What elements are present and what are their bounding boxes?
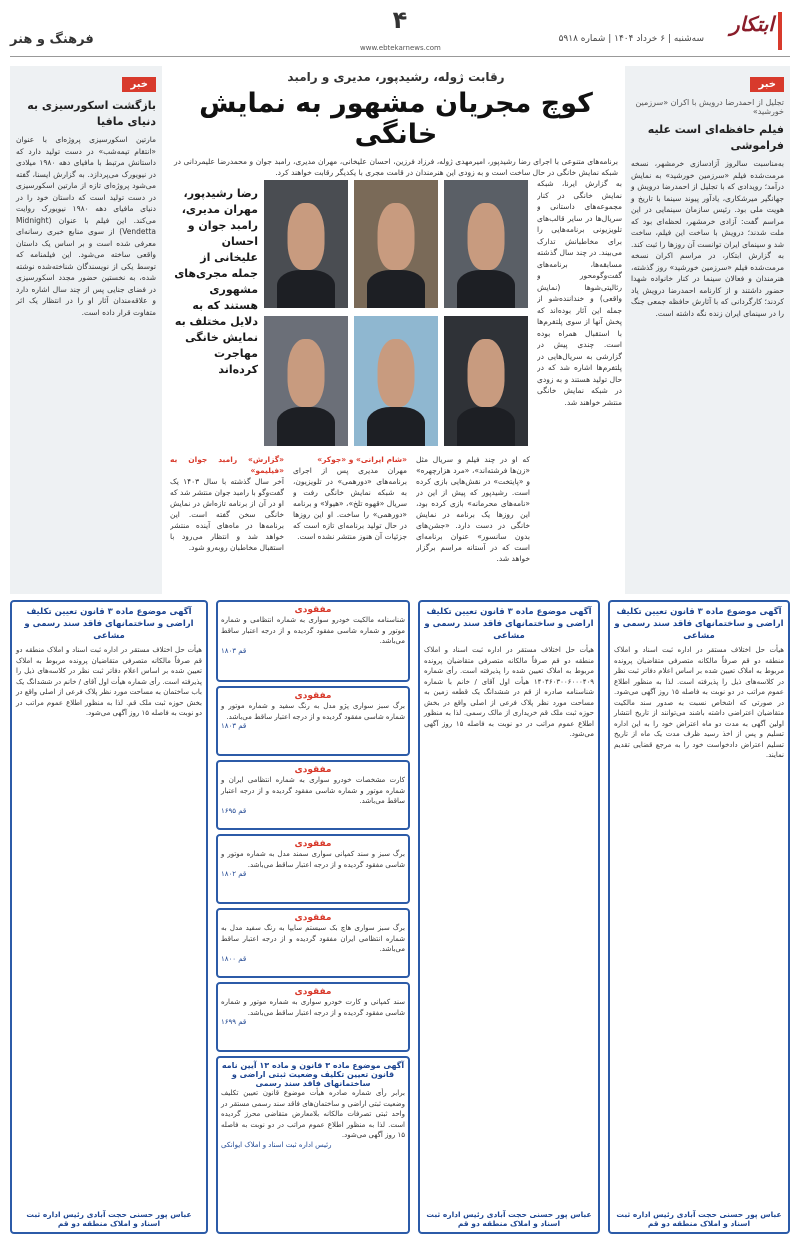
notice-number: قم ۱۶۹۵	[221, 806, 247, 815]
lower-column-2	[293, 454, 407, 594]
left-body: مارتین اسکورسیزی پروژه‌ای با عنوان «انتقام تیمه‌شب» در دست تولید دارد که داستانش مرتبط با مافیای دهه ۱۹۸۰ میلادی در نیویورک می‌پردازد. به گزارش ایسنا، گفته می‌شود پروژه‌ای تازه از مارتین اسکورسیزی در دست تولید است که داستان خود را در دنیای مافیای دهه ۱۹۸۰ نیویورک روایت می‌کند. این فیلم با عنوان (Midnight Vendetta) از سوی منابع خبری رسانه‌ای معرفی شده است و بر اساس یک داستان واقعی ساخته می‌شود. این فیلمنامه که توسط یکی از نویسندگان شناخته‌شده نوشته شده، به نخستین حضور مجدد اسکورسیزی در فضای جنایی پس از چند سال اشاره دارد و علاقه‌مندان آثار او را در انتظار یک اثر متفاوت قرار داده است.	[16, 135, 156, 317]
issue-info: سه‌شنبه | ۶ خرداد ۱۴۰۴ | شماره ۵۹۱۸	[558, 34, 704, 44]
legal-ad-2	[418, 600, 600, 1234]
notice-body: کارت مشخصات خودرو سواری به شماره انتظامی ایران و شماره موتور و شماره شاسی مفقود گردیده و از درجه اعتبار ساقط می‌باشد.	[221, 776, 405, 805]
notice-title: مفقودی	[294, 605, 332, 615]
lost-notice-3	[216, 760, 410, 830]
article-column-text: به گزارش ایرنا، شبکه نمایش خانگی در کنار مجموعه‌های داستانی و سریال‌ها در سایر قالب‌های تلویزیونی برنامه‌هایی را برای مخاطبانش تدارک می‌بیند. در چند سال گذشته مسابقه‌ها، برنامه‌های گفت‌وگومحور و رئالیتی‌شوها (نمایش واقعی) و خنداننده‌شو از جمله این آثار بوده‌اند که پخش آنها از سوی پلتفرم‌ها با استقبال همراه بوده است. چندی پیش در گزارشی به سریال‌هایی در پلتفرم‌ها اشاره شد که در حال تولید هستند و به زودی در شبکه نمایش خانگی منتشر خواهند شد.	[537, 179, 622, 407]
notice-body: برگ سبز سواری پژو مدل به رنگ سفید و شماره موتور و شماره شاسی مفقود گردیده و از درجه اعتبار ساقط می‌باشد.	[221, 702, 405, 721]
caption-text: رضا رشیدپور، مهران مدیری، رامبد جوان و احسان علیخانی از جمله مجری‌های مشهوری هستند که به دلایل مختلف به نمایش خانگی مهاجرت کرده‌اند	[174, 187, 258, 376]
lower-text-1: که او در چند فیلم و سریال مثل «زن‌ها فرشته‌اند»، «مرد هزارچهره» و «پایتخت» در نقش‌هایی بازی کرده است. رشیدپور که پیش از این در «نامه‌های محرمانه» بازی کرده بود، این روزها یک برنامه در نمایش خانگی در دست دارد. «جشن‌های بدون سانسور» عنوان برنامه‌ای است که در آستانه مراسم برگزار خواهد شد.	[416, 455, 530, 563]
lower-text-2: مهران مدیری پس از اجرای برنامه‌های «دورهمی» در تلویزیون، به شبکه نمایش خانگی رفت و سریال «قهوه تلخ»، «هیولا» و برنامه «دورهمی» را ساخت. او این روزها در حال تولید برنامه‌ای تازه است که جزئیات آن هنوز منتشر نشده است.	[293, 466, 407, 541]
host-photo-5	[352, 314, 440, 448]
ad-footer: عباس پور حسنی حجت آبادی رئیس اداره ثبت اسناد و املاک منطقه دو قم	[426, 1210, 592, 1228]
host-photo-4	[442, 314, 530, 448]
notice-number: قم ۱۸۰۳	[221, 646, 247, 655]
left-title: بازگشت اسکورسیزی به دنیای مافیا	[27, 99, 156, 128]
ad-body: هیأت حل اختلاف مستقر در اداره ثبت اسناد و املاک منطقه دو قم صرفاً مالکانه متصرفی متقاضیان پرونده مربوط به املاک تعیین شده را پذیرفته است. رأی شماره ۱۴۰۴۶۰۳۰۰۶۰۰۰۴۰۹ هیأت اول آقای / خانم با شماره شناسنامه صادره از قم در ششدانگ یک قطعه زمین به مساحت مورد نظر پلاک فرعی از اصلی واقع در بخش حوزه ثبت ملک قم خریداری از مالک رسمی. لذا به منظور اطلاع عموم مراتب در دو نوبت به فاصله ۱۵ روز آگهی می‌شود.	[424, 646, 594, 738]
lower-subhead-3: «گزارش» رامبد جوان به «فیلیمو»	[170, 455, 284, 475]
news-tag: خبر	[750, 77, 784, 92]
ad-footer: عباس پور حسنی حجت آبادی رئیس اداره ثبت اسناد و املاک منطقه دو قم	[26, 1210, 192, 1228]
notice-title: آگهی موضوع ماده ۳ قانون و ماده ۱۳ آیین نامه قانون تعیین تکلیف وضعیت ثبتی اراضی و ساختمانهای فاقد سند رسمی	[221, 1061, 405, 1088]
ad-title: آگهی موضوع ماده ۳ قانون تعیین تکلیف اراضی و ساختمانهای فاقد سند رسمی و مشاعی	[614, 607, 784, 641]
ad-title: آگهی موضوع ماده ۳ قانون تعیین تکلیف اراضی و ساختمانهای فاقد سند رسمی و مشاعی	[424, 607, 594, 641]
header-divider	[10, 56, 790, 57]
host-photo-3	[262, 178, 350, 310]
notice-title: مفقودی	[294, 987, 332, 997]
lower-text-3: آخر سال گذشته با سال ۱۴۰۳ یک گفت‌وگو با رامبد جوان منتشر شد که او در آن از برنامه تازه‌اش در نمایش خانگی سخن گفته است. این برنامه‌ها در ماه‌های آینده منتشر خواهد شد و انتظار می‌رود با استقبال مخاطبان روبه‌رو شود.	[170, 477, 284, 552]
notice-body: برابر رأی شماره صادره هیأت موضوع قانون تعیین تکلیف وضعیت ثبتی اراضی و ساختمان‌های فاقد سند رسمی مستقر در واحد ثبتی تصرفات مالکانه بلامعارض متقاضی محرز گردیده است. لذا به منظور اطلاع عموم مراتب در دو نوبت به فاصله ۱۵ روز آگهی می‌شود.	[221, 1089, 405, 1139]
notice-title: مفقودی	[294, 839, 332, 849]
notice-number: قم ۱۸۰۳	[221, 722, 247, 730]
notice-title: مفقودی	[294, 913, 332, 923]
land-notice	[216, 1056, 410, 1234]
host-photo-1	[442, 178, 530, 310]
article-headline: کوچ مجریان مشهور به نمایش خانگی	[199, 88, 593, 150]
website-link[interactable]: www.ebtekarnews.com	[360, 44, 441, 52]
notice-body: شناسنامه مالکیت خودرو سواری به شماره انتظامی و شماره موتور و شماره شاسی مفقود گردیده و از درجه اعتبار ساقط می‌باشد.	[221, 616, 405, 645]
right-body: به‌مناسبت سالروز آزادسازی خرمشهر، نسخه مرمت‌شده فیلم «سرزمین خورشید» به نمایش درآمد؛ رویدادی که با تجلیل از احمدرضا درویش و جهانگیر میرشکاری، یادآور پیوند سینما با تاریخ و هویت ملی بود. رئیس سازمان سینمایی در این مراسم گفت: آزادی خرمشهر، لحظه‌ای بود که ملت شدند؛ درویش با ساخت این فیلم، ساخت شد و سینمای ایران توانست آن روزها را ثبت کند. به گزارش ابتکار، در مراسم اکران نسخه مرمت‌شده فیلم «سرزمین خورشید» روز گذشته، هنرمندان و فعالان سینما در کنار خانواده شهدا حضور داشتند و از کارنامه احمدرضا درویش یاد کردند؛ کارگردانی که با آثارش حافظه جمعی جنگ را در سینمای ایران زنده نگه داشته است.	[631, 159, 784, 318]
ad-title: آگهی موضوع ماده ۳ قانون تعیین تکلیف اراضی و ساختمانهای فاقد سند رسمی و مشاعی	[24, 607, 194, 641]
right-title: فیلم حافظه‌ای است علیه فراموشی	[647, 123, 784, 152]
notice-number: قم ۱۸۰۲	[221, 870, 247, 878]
news-tag: خبر	[122, 77, 156, 92]
page-number: ۴	[392, 6, 408, 34]
lost-notice-2	[216, 686, 410, 756]
main-article	[170, 66, 622, 594]
photo-caption	[170, 178, 262, 448]
lower-column-3	[170, 454, 284, 594]
notice-body: برگ سبز سواری هاچ بک سیستم سایپا به رنگ سفید مدل به شماره انتظامی ایران مفقود گردیده و از درجه اعتبار ساقط می‌باشد.	[221, 924, 405, 953]
legal-ads-section	[10, 600, 790, 1234]
lost-notice-4	[216, 834, 410, 904]
host-photo-2	[352, 178, 440, 310]
legal-ad-3	[10, 600, 208, 1234]
notice-body: برگ سبز و سند کمپانی سواری سمند مدل به شماره موتور و شاسی مفقود گردیده و از درجه اعتبار ساقط می‌باشد.	[221, 850, 405, 869]
notice-number: قم ۱۸۰۰	[221, 954, 247, 963]
article-lower-columns	[170, 454, 530, 594]
lower-subhead-2: «شام ایرانی» و «جوکر»	[317, 455, 407, 464]
host-photo-6	[262, 314, 350, 448]
page-header	[0, 0, 800, 60]
ad-footer: عباس پور حسنی حجت آبادی رئیس اداره ثبت اسناد و املاک منطقه دو قم	[616, 1210, 782, 1228]
notice-number: رئیس اداره ثبت اسناد و املاک ایوانکی	[221, 1140, 332, 1149]
article-kicker: رقابت ژوله، رشیدپور، مدیری و رامبد	[287, 70, 505, 84]
ad-body: هیأت حل اختلاف مستقر در اداره ثبت اسناد و املاک منطقه دو قم صرفاً مالکانه متصرفی متقاضیان پرونده مربوط به املاک تعیین شده بر اساس اعلام دفاتر ثبت نظر در کلاسه‌های ذیل را پذیرفته است. رأی شماره هیأت اول آقای / خانم در ششدانگ یک باب ساختمان به مساحت مورد نظر پلاک فرعی از اصلی واقع در بخش حوزه ثبت ملک قم. لذا به منظور اطلاع عموم مراتب در دو نوبت به فاصله ۱۵ روز آگهی می‌شود.	[16, 646, 202, 717]
lost-notice-1	[216, 600, 410, 682]
lost-notice-5	[216, 908, 410, 978]
lower-column-1	[416, 454, 530, 594]
article-lead: برنامه‌های متنوعی با اجرای رضا رشیدپور، امیرمهدی ژوله، فرزاد فرزین، احسان علیخانی، مهران مدیری، رامبد جوان و محمدرضا علیمردانی در شبکه نمایش خانگی در حال ساخت است و به زودی این هنرمندان در قامت مجری با یکدیگر رقابت خواهند کرد.	[174, 157, 618, 177]
right-subtitle: تجلیل از احمدرضا درویش با اکران «سرزمین خورشید»	[635, 98, 784, 116]
lost-notice-6	[216, 982, 410, 1052]
notice-number: قم ۱۶۹۹	[221, 1018, 247, 1026]
ad-body: هیأت حل اختلاف مستقر در اداره ثبت اسناد و املاک منطقه دو قم صرفاً مالکانه متصرفی متقاضیان پرونده مربوط به املاک تعیین شده بر اساس اعلام دفاتر ثبت نظر در کلاسه‌های ذیل را پذیرفته است. لذا به منظور اطلاع عموم مراتب در دو نوبت به فاصله ۱۵ روز آگهی می‌شود. در صورتی که اشخاص نسبت به صدور سند مالکیت متقاضیان اعتراضی داشته باشند می‌توانند از تاریخ انتشار اولین آگهی به مدت دو ماه اعتراض خود را به این اداره تسلیم و پس از اخذ رسید ظرف مدت یک ماه از تاریخ تسلیم اعتراض دادخواست خود را به مرجع قضایی تقدیم نمایند.	[614, 646, 784, 759]
section-name: فرهنگ و هنر	[10, 32, 94, 47]
notice-title: مفقودی	[294, 765, 332, 775]
newspaper-logo: ابتکار	[712, 12, 782, 50]
notice-title: مفقودی	[294, 691, 332, 701]
left-news-column	[10, 66, 162, 594]
legal-ad-1	[608, 600, 790, 1234]
right-news-column	[625, 66, 790, 594]
notice-body: سند کمپانی و کارت خودرو سواری به شماره موتور و شماره شاسی مفقود گردیده و از درجه اعتبار ساقط می‌باشد.	[221, 998, 405, 1017]
hosts-photo-collage	[262, 178, 530, 448]
